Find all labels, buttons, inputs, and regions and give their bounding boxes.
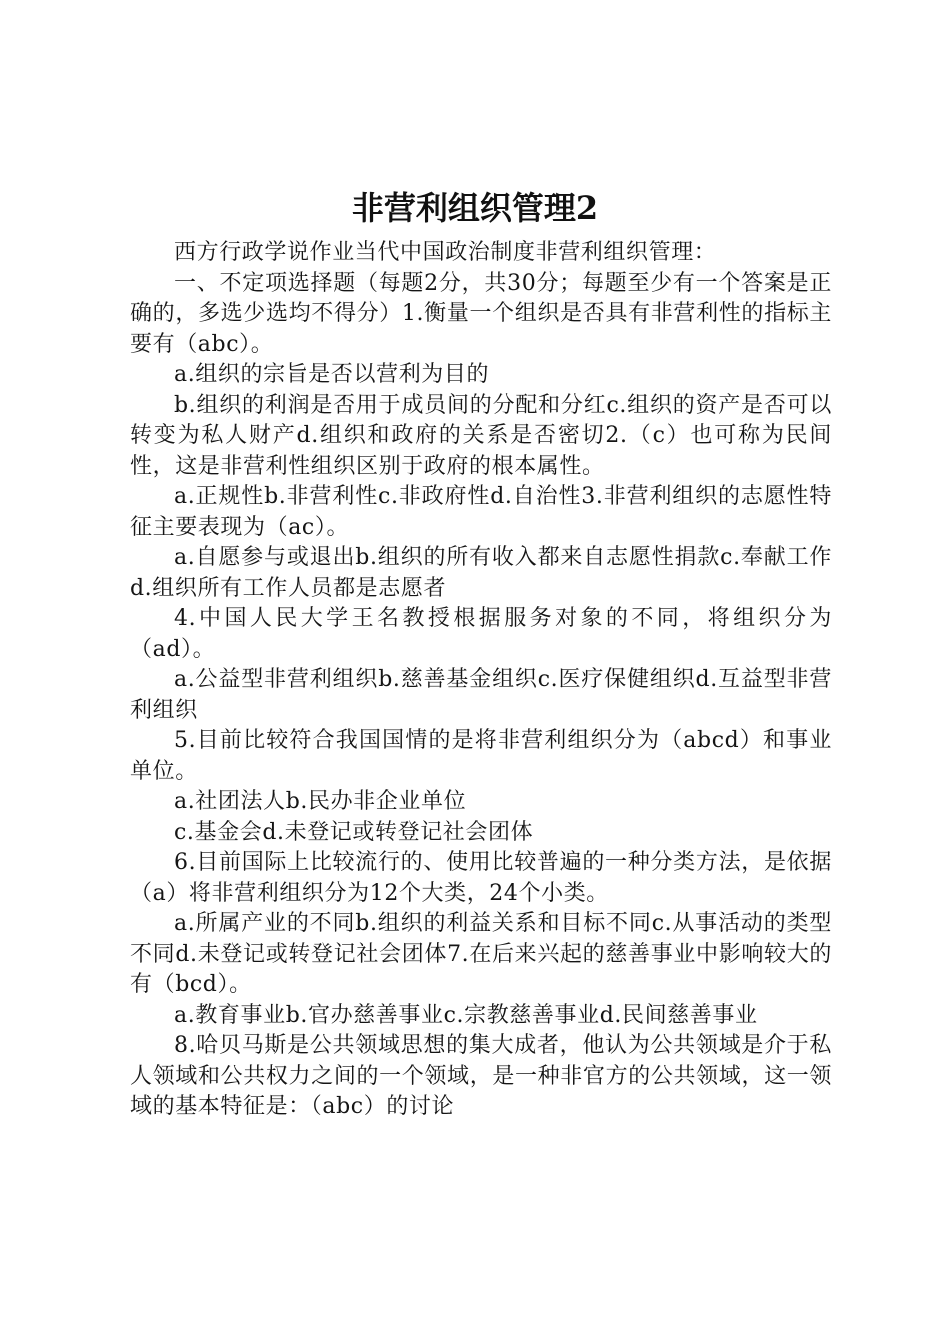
paragraph-q4: 4.中国人民大学王名教授根据服务对象的不同，将组织分为（ad）。 <box>130 606 832 662</box>
paragraph-q5-options-ab: a.社团法人b.民办非企业单位 <box>174 789 467 814</box>
paragraph-q8: 8.哈贝马斯是公共领域思想的集大成者，他认为公共领域是介于私人领域和公共权力之间的一个领域，是一种非官方的公共领域，这一领域的基本特征是：（abc）的讨论 <box>130 1033 832 1119</box>
paragraph-q7-options: a.教育事业b.官办慈善事业c.宗教慈善事业d.民间慈善事业 <box>174 1002 758 1028</box>
paragraph-q5-options-cd: c.基金会d.未登记或转登记社会团体 <box>174 819 534 845</box>
paragraph-q6-options-q7: a.所属产业的不同b.组织的利益关系和目标不同c.从事活动的类型不同d.未登记或转登记社会团体7.在后来兴起的慈善事业中影响较大的有（bcd）。 <box>130 911 832 997</box>
paragraph-q1-options-q2: b.组织的利润是否用于成员间的分配和分红c.组织的资产是否可以转变为私人财产d.组织和政府的关系是否密切2.（c）也可称为民间性，这是非营利性组织区别于政府的根本属性。 <box>130 392 832 479</box>
document-body <box>130 238 832 1123</box>
paragraph-q3-options: a.自愿参与或退出b.组织的所有收入都来自志愿性捐款c.奉献工作d.组织所有工作人员都是志愿者 <box>130 545 832 601</box>
paragraph-q2-options-q3: a.正规性b.非营利性c.非政府性d.自治性3.非营利组织的志愿性特征主要表现为（ac）。 <box>130 484 832 540</box>
document-title: 非营利组织管理2 <box>351 189 599 227</box>
paragraph-section-heading: 一、不定项选择题（每题2分，共30分；每题至少有一个答案是正确的，多选少选均不得分）1.衡量一个组织是否具有非营利性的指标主要有（abc）。 <box>130 270 832 357</box>
paragraph-q5: 5.目前比较符合我国国情的是将非营利组织分为（abcd）和事业单位。 <box>130 728 832 784</box>
paragraph-q6: 6.目前国际上比较流行的、使用比较普遍的一种分类方法，是依据（a）将非营利组织分为12个大类，24个小类。 <box>130 850 832 906</box>
paragraph-q1-option-a: a.组织的宗旨是否以营利为目的 <box>174 362 490 387</box>
paragraph-intro: 西方行政学说作业当代中国政治制度非营利组织管理： <box>174 240 717 265</box>
paragraph-q4-options: a.公益型非营利组织b.慈善基金组织c.医疗保健组织d.互益型非营利组织 <box>130 667 832 723</box>
